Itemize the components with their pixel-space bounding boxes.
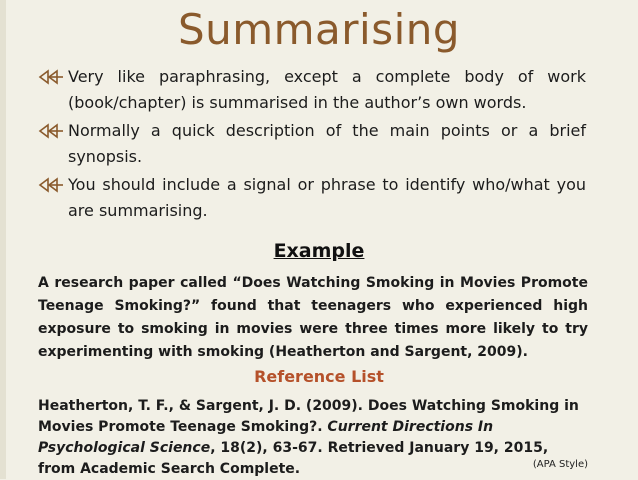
reference-entry [38,396,588,480]
bullet-item [38,172,586,224]
bullet-item [38,64,586,116]
bullet-item [38,118,586,170]
reference-authors-title: Heatherton, T. F., & Sargent, J. D. (2009). Does Watching Smoking in Movies Promote Teenage Smoking?. [38,398,579,435]
example-heading: Example [273,240,365,262]
double-arrow-icon [38,68,64,86]
bullet-text: You should include a signal or phrase to identify who/what you are summarising. [68,175,586,220]
reference-list-heading: Reference List [254,367,384,386]
style-note: (APA Style) [532,459,588,470]
reference-journal: Current Directions In Psychological Science [38,419,494,456]
bullet-text: Very like paraphrasing, except a complete body of work (book/chapter) is summarised in the author’s own words. [68,67,586,112]
bullet-text: Normally a quick description of the main points or a brief synopsis. [68,121,586,166]
double-arrow-icon [38,122,64,140]
slide-title: Summarising [177,5,461,54]
reference-details: , 18(2), 63-67. Retrieved January 19, 2015, from Academic Search Complete. [38,440,549,477]
double-arrow-icon [38,176,64,194]
example-text: A research paper called “Does Watching Smoking in Movies Promote Teenage Smoking?” found that teenagers who experienced high exposure to smoking in movies were three times more likely to try experimenting with smoking (Heatherton and Sargent, 2009). [38,275,588,360]
bullet-list [38,64,586,226]
